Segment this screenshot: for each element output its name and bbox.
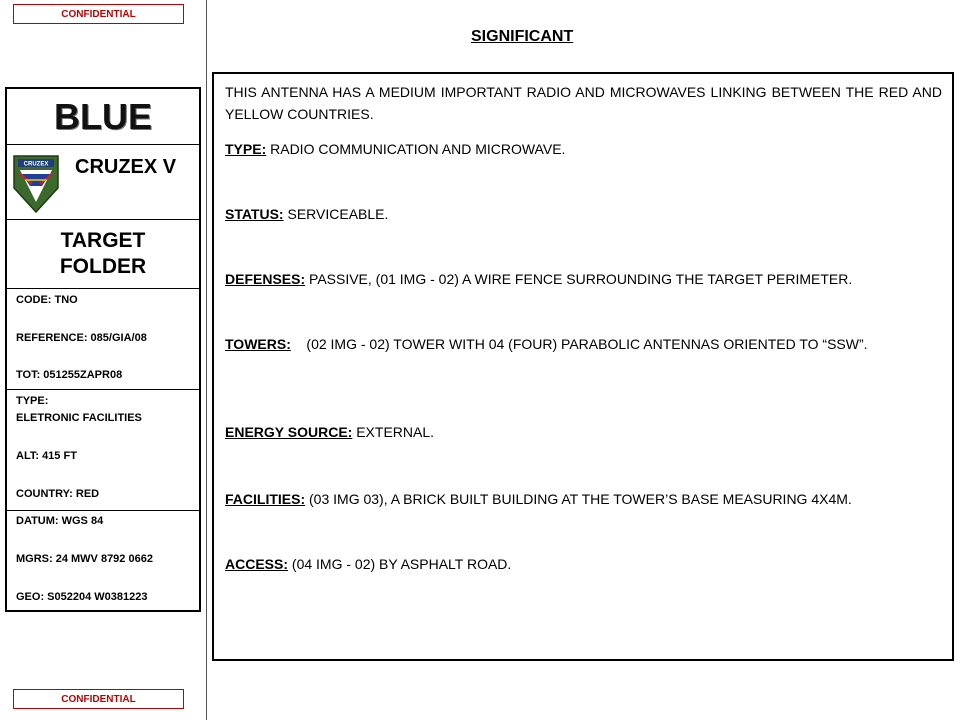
target-folder-heading <box>7 220 199 289</box>
intro-paragraph: THIS ANTENNA HAS A MEDIUM IMPORTANT RADIO AND MICROWAVES LINKING BETWEEN THE RED AND YELLOW COUNTRIES. <box>225 84 942 122</box>
towers-text: (02 IMG - 02) TOWER WITH 04 (FOUR) PARABOLIC ANTENNAS ORIENTED TO “SSW”. <box>290 336 868 352</box>
geo-text: GEO: S052204 W0381223 <box>16 591 148 603</box>
coordinates-section <box>7 511 199 611</box>
mgrs-text: MGRS: 24 MWV 8792 0662 <box>16 553 153 565</box>
facilities-text: (03 IMG 03), A BRICK BUILT BUILDING AT THE TOWER’S BASE MEASURING 4X4M. <box>305 491 852 507</box>
type-label: TYPE: <box>16 395 49 407</box>
access-paragraph <box>225 553 942 575</box>
reference-text: REFERENCE: 085/GIA/08 <box>16 332 147 344</box>
confidential-label-bottom: CONFIDENTIAL <box>13 689 184 709</box>
facilities-label: FACILITIES: <box>225 491 306 507</box>
defenses-label: DEFENSES: <box>225 271 306 287</box>
tot-text: TOT: 051255ZAPR08 <box>16 369 123 381</box>
alt-text: ALT: 415 FT <box>16 450 77 462</box>
status-paragraph <box>225 203 942 225</box>
defenses-paragraph <box>225 268 942 290</box>
status-text: SERVICEABLE. <box>283 206 389 222</box>
energy-label: ENERGY SOURCE: <box>225 424 353 440</box>
reference-section <box>7 289 199 390</box>
energy-text: EXTERNAL. <box>352 424 435 440</box>
confidential-label-top: CONFIDENTIAL <box>13 4 184 24</box>
divider-line <box>206 0 207 720</box>
type-section <box>7 390 199 511</box>
energy-paragraph <box>225 421 942 443</box>
type-label: TYPE: <box>225 141 267 157</box>
towers-label: TOWERS: <box>225 336 291 352</box>
datum-text: DATUM: WGS 84 <box>16 515 104 527</box>
type-paragraph <box>225 138 942 160</box>
cruzex-shield-icon <box>12 154 60 214</box>
type-value: ELETRONIC FACILITIES <box>16 412 142 424</box>
country-text: COUNTRY: RED <box>16 488 100 500</box>
significant-heading: SIGNIFICANT <box>471 28 574 45</box>
target-folder-panel <box>5 87 201 612</box>
folder-line: FOLDER <box>59 255 147 278</box>
code-text: CODE: TNO <box>16 294 78 306</box>
logo-text: CRUZEX <box>23 161 49 168</box>
type-text: RADIO COMMUNICATION AND MICROWAVE. <box>266 141 566 157</box>
target-line: TARGET <box>60 229 146 252</box>
facilities-paragraph <box>225 488 942 510</box>
access-label: ACCESS: <box>225 556 289 572</box>
exercise-name: CRUZEX V <box>75 156 177 178</box>
logo-row <box>7 145 199 220</box>
towers-paragraph <box>225 333 942 355</box>
status-label: STATUS: <box>225 206 284 222</box>
access-text: (04 IMG - 02) BY ASPHALT ROAD. <box>288 556 512 572</box>
description-panel <box>212 72 954 661</box>
defenses-text: PASSIVE, (01 IMG - 02) A WIRE FENCE SURROUNDING THE TARGET PERIMETER. <box>305 271 853 287</box>
folder-title: BLUE <box>7 89 199 145</box>
